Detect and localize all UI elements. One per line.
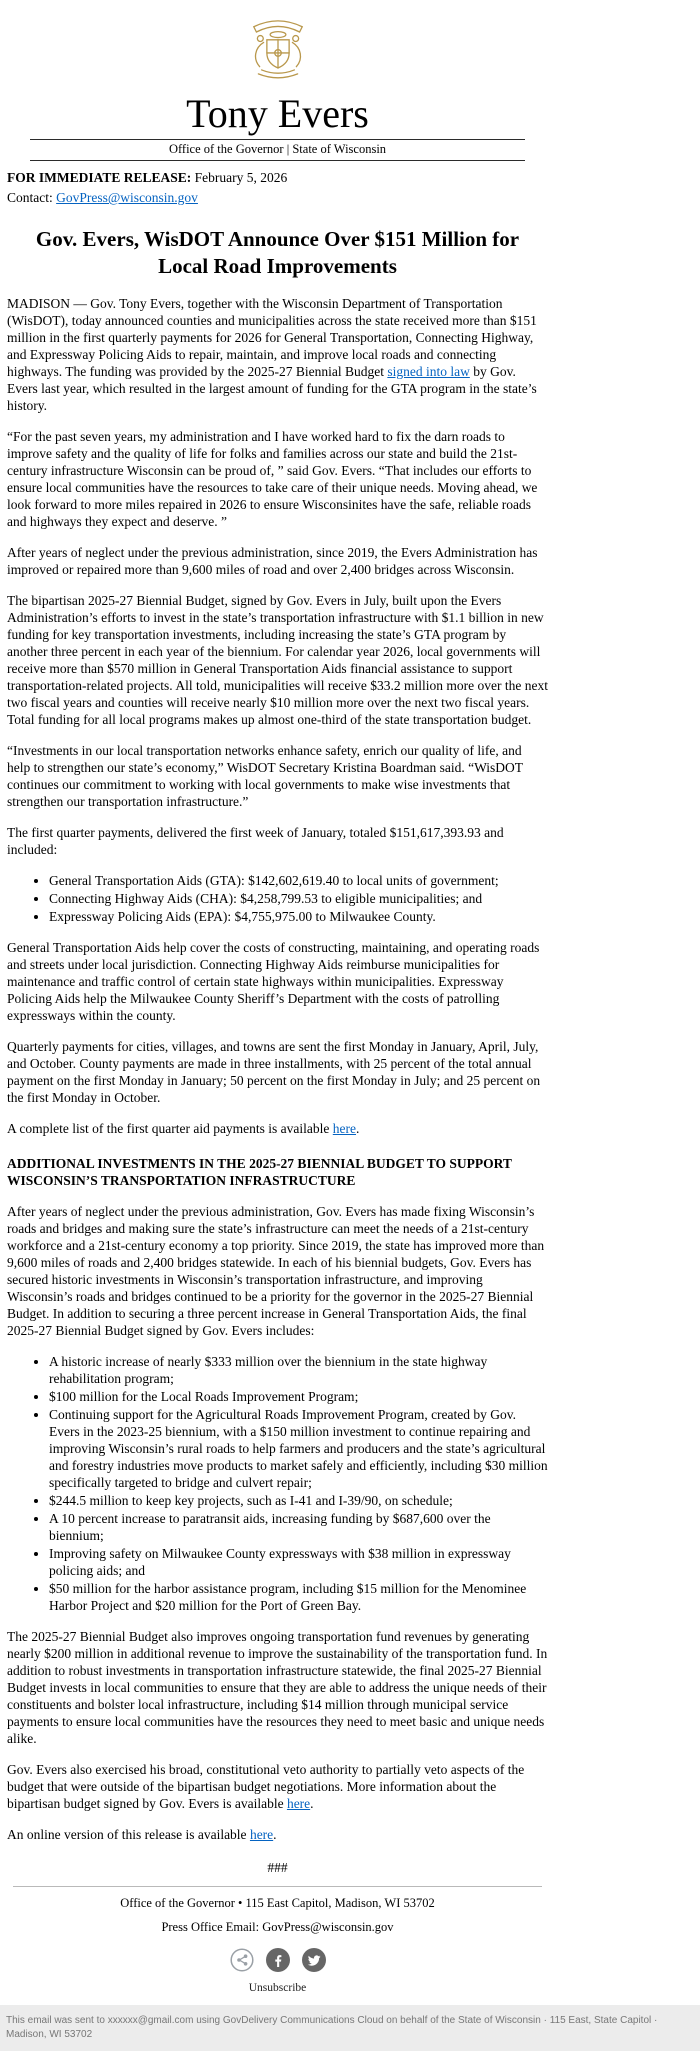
online-version-here-link[interactable]: here xyxy=(249,1826,274,1842)
governor-name: Tony Evers xyxy=(186,91,369,136)
release-line xyxy=(7,169,548,186)
paragraph-text: An online version of this release is available xyxy=(7,1826,250,1842)
email-footer xyxy=(7,1896,548,1996)
footer-address: Office of the Governor • 115 East Capitol, Madison, WI 53702 xyxy=(120,1895,435,1910)
paragraph-first-quarter-total: The first quarter payments, delivered the first week of January, totaled $151,617,393.93 and included: xyxy=(7,824,504,857)
release-content xyxy=(0,169,555,1996)
footer-press-email-line xyxy=(7,1920,548,1936)
press-email-link[interactable]: GovPress@wisconsin.gov xyxy=(262,1920,394,1935)
paragraph-investments-intro: After years of neglect under the previous administration, Gov. Evers has made fixing Wisconsin’s roads and bridges and making sure the state’s infrastructure can meet the needs of a 21st-century workforce and a 21st-century economy a top priority. Since 2019, the state has improved more than 9,600 miles of roads and 2,400 bridges statewide. In each of his biennial budgets, Gov. Evers has secured historic investments in Wisconsin’s transportation infrastructure, and improving Wisconsin’s roads and bridges continued to be a priority for the governor in the 2025-27 Biennial Budget. In addition to securing a three percent increase in General Transportation Aids, the final 2025-27 Biennial Budget signed by Gov. Evers includes: xyxy=(7,1203,545,1338)
paragraph-online-version xyxy=(7,1826,548,1843)
section-heading-additional-investments: ADDITIONAL INVESTMENTS IN THE 2025-27 BIENNIAL BUDGET TO SUPPORT WISCONSIN’S TRANSPORTATION INFRASTRUCTURE xyxy=(7,1155,512,1188)
paragraph-payments-link xyxy=(7,1120,548,1137)
list-item-expressway-policing: • Improving safety on Milwaukee County expressways with $38 million in expressway policing aids; and xyxy=(49,1545,548,1579)
footer-divider xyxy=(13,1886,542,1887)
paragraph-text: . xyxy=(273,1826,277,1842)
office-subtitle: Office of the Governor | State of Wisconsin xyxy=(30,139,525,161)
paragraph-budget-overview: The bipartisan 2025-27 Biennial Budget, signed by Gov. Evers in July, built upon the Evers Administration’s efforts to invest in the state’s transportation infrastructure with $1.1 billion in new funding for key transportation investments, including increasing the state’s GTA program by another three percent in each year of the biennium. For calendar year 2026, local governments will receive more than $570 million in General Transportation Aids financial assistance to support transportation-related projects. All told, municipalities will receive $33.2 million more over the next two fiscal years and counties will receive nearly $10 million more over the next two fiscal years. Total funding for all local programs makes up almost one-third of the state transportation budget. xyxy=(7,592,548,727)
share-icon[interactable] xyxy=(230,1948,254,1972)
paragraph-lead xyxy=(7,295,548,414)
twitter-icon[interactable] xyxy=(302,1948,326,1972)
release-label: FOR IMMEDIATE RELEASE: xyxy=(7,170,192,185)
end-mark: ### xyxy=(267,1859,288,1875)
paragraph-text: MADISON — Gov. Tony Evers, together with the Wisconsin Department of Transportation (WisDOT), today announced counties and municipalities across the state received more than $151 million in the first quarterly payments for 2026 for General Transportation, Connecting Highway, and Expressway Policing Aids to repair, maintain, and improve local roads and connecting highways. The funding was provided by the 2025-27 Biennial Budget xyxy=(7,295,537,379)
list-item-paratransit: • A 10 percent increase to paratransit aids, increasing funding by $687,600 over the biennium; xyxy=(49,1510,548,1544)
contact-email-link[interactable]: GovPress@wisconsin.gov xyxy=(56,190,198,205)
facebook-icon[interactable] xyxy=(266,1948,290,1972)
list-item-cha: • Connecting Highway Aids (CHA): $4,258,799.53 to eligible municipalities; and xyxy=(49,890,548,907)
list-item-local-roads: • $100 million for the Local Roads Improvement Program; xyxy=(49,1388,548,1405)
paragraph-text: . xyxy=(310,1795,314,1811)
release-date: February 5, 2026 xyxy=(194,170,288,185)
payments-list xyxy=(7,872,548,925)
masthead xyxy=(0,12,555,91)
paragraph-fund-revenues: The 2025-27 Biennial Budget also improves ongoing transportation fund revenues by generating nearly $200 million in additional revenue to improve the sustainability of the transportation fund. In addition to robust investments in transportation infrastructure statewide, the final 2025-27 Biennial Budget invests in local communities to ensure that they are able to address the unique needs of their constituents and bolster local infrastructure, including $14 million through municipal service payments to ensure local communities have the resources they need to meet basic and unique needs alike. xyxy=(7,1628,548,1746)
paragraph-text: by Gov. Evers last year, which resulted in the largest amount of funding for the GTA program in the state’s history. xyxy=(7,363,537,413)
paragraph-veto xyxy=(7,1761,548,1812)
paragraph-text: A complete list of the first quarter aid payments is available xyxy=(7,1120,333,1136)
list-item-key-projects: • $244.5 million to keep key projects, such as I-41 and I-39/90, on schedule; xyxy=(49,1492,548,1509)
press-email-label: Press Office Email: xyxy=(161,1920,260,1935)
list-item-agricultural-roads: • Continuing support for the Agricultural Roads Improvement Program, created by Gov. Evers in the 2023-25 biennium, with a $150 million investment to continue repairing and improving Wisconsin’s rural roads to help farmers and producers and the state’s agricultural and forestry industries move products to market safely and efficiently, including $30 million specifically targeted to bridge and culvert repair; xyxy=(49,1406,548,1491)
budget-here-link[interactable]: here xyxy=(286,1795,311,1811)
contact-line xyxy=(7,189,548,206)
paragraph-evers-quote: “For the past seven years, my administration and I have worked hard to fix the darn roads to improve safety and the quality of life for folks and families across our state and build the 21st-century infrastructure Wisconsin can be proud of, ” said Gov. Evers. “That includes our efforts to ensure local communities have the resources to take care of their unique needs. Moving ahead, we look forward to more miles repaired in 2026 to ensure Wisconsinites have the safe, reliable roads and highways they expect and deserve. ” xyxy=(7,428,538,529)
paragraph-boardman-quote: “Investments in our local transportation networks enhance safety, enrich our quality of life, and help to strengthen our state’s economy,” WisDOT Secretary Kristina Boardman said. “WisDOT continues our commitment to working with local governments to make wise investments that strengthen our transportation infrastructure.” xyxy=(7,742,523,809)
list-item-highway-rehab: • A historic increase of nearly $333 million over the biennium in the state highway rehabilitation program; xyxy=(49,1353,548,1387)
paragraph-aid-descriptions: General Transportation Aids help cover the costs of constructing, maintaining, and operating roads and streets under local jurisdiction. Connecting Highway Aids reimburse municipalities for maintenance and traffic control of certain state highways within municipalities. Expressway Policing Aids help the Milwaukee County Sheriff’s Department with the costs of patrolling expressways within the county. xyxy=(7,939,540,1023)
list-item-epa: • Expressway Policing Aids (EPA): $4,755,975.00 to Milwaukee County. xyxy=(49,908,548,925)
unsubscribe-link[interactable]: Unsubscribe xyxy=(248,1982,307,1995)
paragraph-payment-schedule: Quarterly payments for cities, villages, and towns are sent the first Monday in January, April, July, and October. County payments are made in three installments, with 25 percent of the total annual payment on the first Monday in January; 50 percent on the first Monday in July; and 25 percent on the first Monday in October. xyxy=(7,1038,541,1105)
contact-label: Contact: xyxy=(7,190,53,205)
list-item-harbor-assistance: • $50 million for the harbor assistance program, including $15 million for the Menominee Harbor Project and $20 million for the Port of Green Bay. xyxy=(49,1580,548,1614)
paragraph-text: . xyxy=(356,1120,360,1136)
budget-items-list xyxy=(7,1353,548,1614)
paragraph-miles-repaired: After years of neglect under the previous administration, since 2019, the Evers Administration has improved or repaired more than 9,600 miles of road and over 2,400 bridges across Wisconsin. xyxy=(7,544,538,577)
headline: Gov. Evers, WisDOT Announce Over $151 Million for Local Road Improvements xyxy=(35,227,520,279)
wisconsin-state-seal-icon xyxy=(242,73,314,90)
list-item-gta: • General Transportation Aids (GTA): $142,602,619.40 to local units of government; xyxy=(49,872,548,889)
payments-here-link[interactable]: here xyxy=(332,1120,357,1136)
social-row xyxy=(7,1948,548,1972)
disclaimer-bar: This email was sent to xxxxxx@gmail.com using GovDelivery Communications Cloud on behalf of the State of Wisconsin · 115 East, State Capitol · Madison, WI 53702 xyxy=(0,2005,700,2051)
paragraph-text: Gov. Evers also exercised his broad, constitutional veto authority to partially veto aspects of the budget that were outside of the bipartisan budget negotiations. More information about the bipartisan budget signed by Gov. Evers is available xyxy=(7,1761,525,1811)
signed-into-law-link[interactable]: signed into law xyxy=(387,363,470,379)
